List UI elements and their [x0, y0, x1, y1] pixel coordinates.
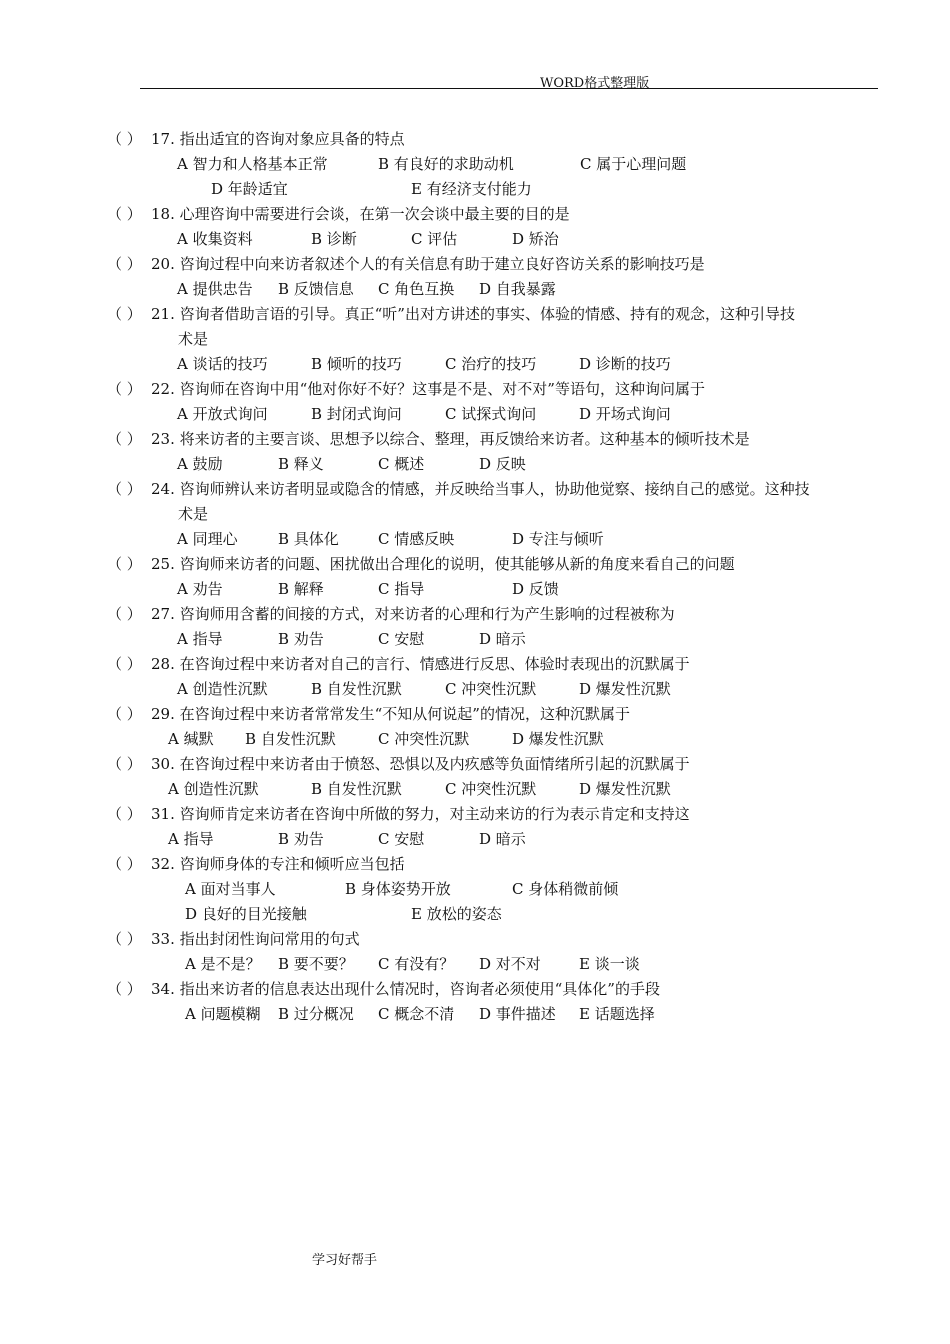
option[interactable]: B 倾听的技巧: [311, 355, 402, 373]
option[interactable]: A 同理心: [177, 530, 238, 548]
option[interactable]: C 身体稍微前倾: [512, 880, 619, 898]
question-stem: 29. 在咨询过程中来访者常常发生“不知从何说起”的情况，这种沉默属于: [151, 705, 630, 723]
option[interactable]: A 创造性沉默: [168, 780, 259, 798]
option[interactable]: C 冲突性沉默: [378, 730, 470, 748]
answer-blank[interactable]: （ ）: [107, 380, 142, 398]
option[interactable]: D 年龄适宜: [211, 180, 288, 198]
header-divider: [140, 88, 878, 89]
option[interactable]: B 过分概况: [278, 1005, 354, 1023]
option[interactable]: D 暗示: [479, 830, 526, 848]
option[interactable]: A 谈话的技巧: [177, 355, 268, 373]
document-header: WORD格式整理版: [540, 76, 650, 91]
option[interactable]: D 爆发性沉默: [579, 680, 671, 698]
option[interactable]: C 概述: [378, 455, 425, 473]
option[interactable]: C 试探式询问: [445, 405, 537, 423]
option[interactable]: B 诊断: [311, 230, 357, 248]
answer-blank[interactable]: （ ）: [107, 855, 142, 873]
answer-blank[interactable]: （ ）: [107, 705, 142, 723]
question-stem: 24. 咨询师辨认来访者明显或隐含的情感，并反映给当事人，协助他觉察、接纳自己的感觉。这种技: [151, 480, 810, 498]
option[interactable]: B 具体化: [278, 530, 339, 548]
option[interactable]: E 谈一谈: [579, 955, 640, 973]
option[interactable]: D 良好的目光接触: [185, 905, 307, 923]
option[interactable]: B 自发性沉默: [311, 680, 402, 698]
answer-blank[interactable]: （ ）: [107, 205, 142, 223]
option[interactable]: A 劝告: [177, 580, 223, 598]
option[interactable]: A 开放式询问: [177, 405, 268, 423]
answer-blank[interactable]: （ ）: [107, 430, 142, 448]
question-stem: 34. 指出来访者的信息表达出现什么情况时，咨询者必须使用“具体化”的手段: [151, 980, 660, 998]
option[interactable]: A 缄默: [168, 730, 214, 748]
question-stem: 20. 咨询过程中向来访者叙述个人的有关信息有助于建立良好咨访关系的影响技巧是: [151, 255, 705, 273]
option[interactable]: D 专注与倾听: [512, 530, 604, 548]
answer-blank[interactable]: （ ）: [107, 555, 142, 573]
option[interactable]: C 角色互换: [378, 280, 455, 298]
option[interactable]: B 释义: [278, 455, 324, 473]
option[interactable]: A 指导: [177, 630, 223, 648]
question-stem: 32. 咨询师身体的专注和倾听应当包括: [151, 855, 405, 873]
option[interactable]: A 面对当事人: [185, 880, 276, 898]
option[interactable]: B 有良好的求助动机: [378, 155, 514, 173]
answer-blank[interactable]: （ ）: [107, 755, 142, 773]
question-stem: 17. 指出适宜的咨询对象应具备的特点: [151, 130, 405, 148]
option[interactable]: A 问题模糊: [185, 1005, 261, 1023]
option[interactable]: B 自发性沉默: [245, 730, 336, 748]
option[interactable]: B 要不要？: [278, 955, 354, 973]
option[interactable]: A 鼓励: [177, 455, 223, 473]
option[interactable]: A 是不是？: [185, 955, 261, 973]
answer-blank[interactable]: （ ）: [107, 805, 142, 823]
option[interactable]: A 创造性沉默: [177, 680, 268, 698]
option[interactable]: B 身体姿势开放: [345, 880, 451, 898]
option[interactable]: A 收集资料: [177, 230, 253, 248]
option[interactable]: C 情感反映: [378, 530, 455, 548]
question-stem: 33. 指出封闭性询问常用的句式: [151, 930, 360, 948]
option[interactable]: E 有经济支付能力: [411, 180, 532, 198]
answer-blank[interactable]: （ ）: [107, 980, 142, 998]
option[interactable]: C 属于心理问题: [580, 155, 687, 173]
option[interactable]: D 开场式询问: [579, 405, 671, 423]
option[interactable]: C 冲突性沉默: [445, 680, 537, 698]
option[interactable]: A 提供忠告: [177, 280, 253, 298]
answer-blank[interactable]: （ ）: [107, 305, 142, 323]
option[interactable]: D 对不对: [479, 955, 541, 973]
option[interactable]: A 智力和人格基本正常: [177, 155, 328, 173]
option[interactable]: D 事件描述: [479, 1005, 556, 1023]
option[interactable]: C 指导: [378, 580, 425, 598]
option[interactable]: C 概念不清: [378, 1005, 455, 1023]
option[interactable]: B 劝告: [278, 630, 324, 648]
document-footer: 学习好帮手: [312, 1253, 378, 1268]
option[interactable]: D 诊断的技巧: [579, 355, 671, 373]
question-stem: 18. 心理咨询中需要进行会谈，在第一次会谈中最主要的目的是: [151, 205, 570, 223]
option[interactable]: B 自发性沉默: [311, 780, 402, 798]
answer-blank[interactable]: （ ）: [107, 655, 142, 673]
answer-blank[interactable]: （ ）: [107, 480, 142, 498]
option[interactable]: C 有没有？: [378, 955, 455, 973]
option[interactable]: B 解释: [278, 580, 324, 598]
question-stem: 28. 在咨询过程中来访者对自己的言行、情感进行反思、体验时表现出的沉默属于: [151, 655, 690, 673]
question-stem: 27. 咨询师用含蓄的间接的方式，对来访者的心理和行为产生影响的过程被称为: [151, 605, 675, 623]
option[interactable]: D 反映: [479, 455, 526, 473]
answer-blank[interactable]: （ ）: [107, 605, 142, 623]
option[interactable]: D 暗示: [479, 630, 526, 648]
option[interactable]: D 反馈: [512, 580, 559, 598]
answer-blank[interactable]: （ ）: [107, 255, 142, 273]
question-stem: 22. 咨询师在咨询中用“他对你好不好？这事是不是、对不对”等语句，这种询问属于: [151, 380, 705, 398]
option[interactable]: C 治疗的技巧: [445, 355, 537, 373]
option[interactable]: D 爆发性沉默: [579, 780, 671, 798]
option[interactable]: C 安慰: [378, 630, 425, 648]
option[interactable]: B 反馈信息: [278, 280, 354, 298]
question-stem: 25. 咨询师来访者的问题、困扰做出合理化的说明，使其能够从新的角度来看自己的问题: [151, 555, 735, 573]
option[interactable]: D 自我暴露: [479, 280, 556, 298]
option[interactable]: E 话题选择: [579, 1005, 655, 1023]
question-stem: 21. 咨询者借助言语的引导。真正“听”出对方讲述的事实、体验的情感、持有的观念，这种引导技: [151, 305, 795, 323]
option[interactable]: D 矫治: [512, 230, 559, 248]
option[interactable]: B 封闭式询问: [311, 405, 402, 423]
question-stem: 31. 咨询师肯定来访者在咨询中所做的努力，对主动来访的行为表示肯定和支持这: [151, 805, 690, 823]
option[interactable]: C 评估: [411, 230, 458, 248]
answer-blank[interactable]: （ ）: [107, 930, 142, 948]
option[interactable]: C 安慰: [378, 830, 425, 848]
option[interactable]: B 劝告: [278, 830, 324, 848]
answer-blank[interactable]: （ ）: [107, 130, 142, 148]
question-stem: 23. 将来访者的主要言谈、思想予以综合、整理，再反馈给来访者。这种基本的倾听技术是: [151, 430, 750, 448]
option[interactable]: A 指导: [168, 830, 214, 848]
question-stem: 30. 在咨询过程中来访者由于愤怒、恐惧以及内疚感等负面情绪所引起的沉默属于: [151, 755, 690, 773]
option[interactable]: D 爆发性沉默: [512, 730, 604, 748]
option[interactable]: E 放松的姿态: [411, 905, 502, 923]
option[interactable]: C 冲突性沉默: [445, 780, 537, 798]
